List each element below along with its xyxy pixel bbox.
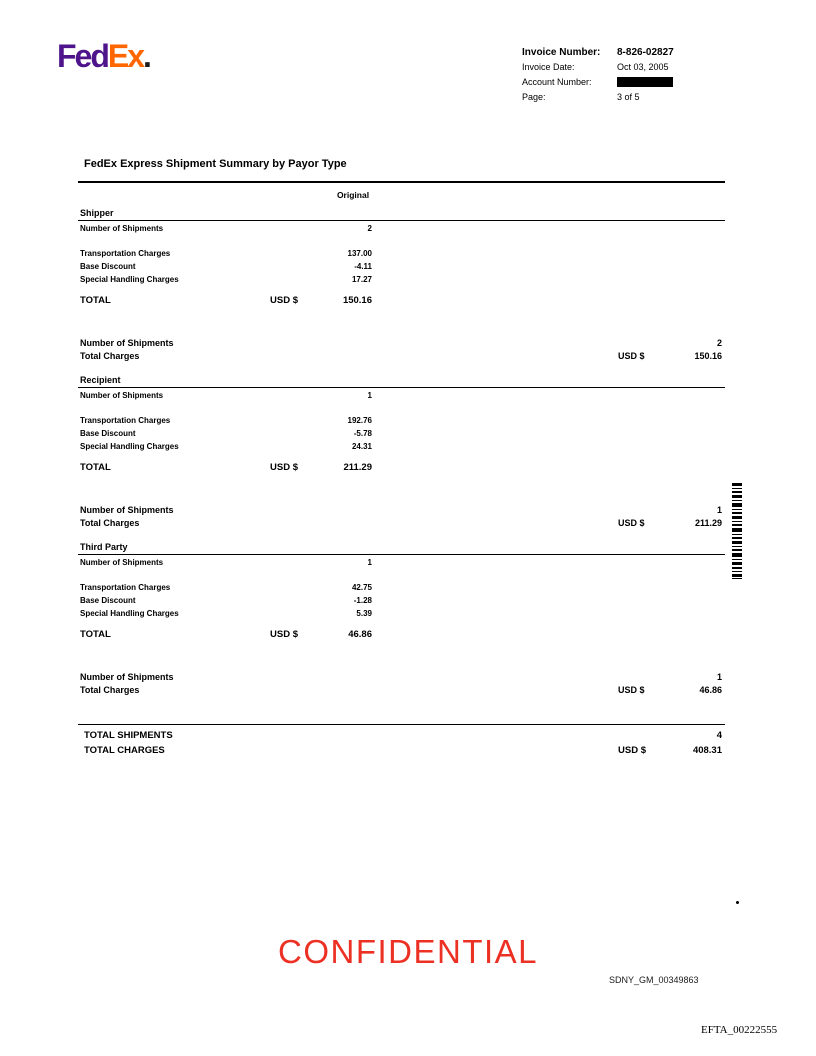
invoice-date-label: Invoice Date: [522, 62, 575, 72]
total-label: TOTAL [80, 462, 111, 473]
base-discount-row [78, 429, 725, 442]
section-total-row [78, 296, 725, 310]
total-charges-label: TOTAL CHARGES [84, 745, 165, 756]
invoice-date-value: Oct 03, 2005 [617, 62, 669, 72]
logo-fed-text: Fed [57, 38, 108, 74]
summary-charges-row [78, 685, 725, 698]
payor-section-recipient [78, 375, 725, 531]
total-charges-row [78, 746, 725, 761]
currency-label: USD $ [270, 629, 298, 640]
currency-label: USD $ [618, 518, 645, 528]
row-label: Special Handling Charges [80, 275, 179, 284]
production-number: EFTA_00222555 [701, 1024, 778, 1036]
base-discount-row [78, 262, 725, 275]
fedex-logo [57, 40, 152, 72]
total-shipments-label: TOTAL SHIPMENTS [84, 730, 173, 741]
section-title: Shipper [78, 208, 725, 221]
row-value: 150.16 [694, 351, 722, 361]
transportation-row [78, 249, 725, 262]
row-value: 2 [367, 224, 372, 233]
special-handling-row [78, 609, 725, 622]
invoice-number-value: 8-826-02827 [617, 47, 674, 58]
payor-section-third-party [78, 542, 725, 698]
row-label: Number of Shipments [80, 224, 164, 233]
section-title: Recipient [78, 375, 725, 388]
currency-label: USD $ [618, 351, 645, 361]
row-value: 2 [716, 338, 722, 348]
total-value: 211.29 [343, 462, 372, 473]
invoice-date-row [522, 62, 674, 77]
account-number-row [522, 77, 674, 92]
total-value: 46.86 [348, 629, 372, 640]
barcode [732, 483, 742, 579]
page-row [522, 92, 674, 107]
row-value: -5.78 [353, 429, 372, 438]
account-number-redaction-bar [617, 77, 673, 87]
page-label: Page: [522, 92, 546, 102]
stray-period-mark [736, 901, 739, 904]
row-label: Transportation Charges [80, 249, 171, 258]
logo-period: . [143, 38, 152, 74]
row-label: Number of Shipments [80, 391, 164, 400]
row-value: -4.11 [354, 262, 372, 271]
row-value: 192.76 [347, 416, 372, 425]
confidential-stamp: CONFIDENTIAL [277, 933, 539, 970]
row-value: 24.31 [351, 442, 372, 451]
special-handling-row [78, 275, 725, 288]
row-value: 137.00 [347, 249, 372, 258]
summary-charges-row [78, 351, 725, 364]
currency-label: USD $ [618, 685, 645, 695]
table-top-rule [78, 181, 725, 183]
invoice-info-block [522, 47, 674, 107]
row-value: 1 [367, 558, 372, 567]
currency-label: USD $ [618, 745, 646, 756]
summary-shipments-row [78, 672, 725, 685]
row-label: Transportation Charges [80, 583, 171, 592]
row-label: Transportation Charges [80, 416, 171, 425]
total-label: TOTAL [80, 295, 111, 306]
invoice-number-label: Invoice Number: [522, 47, 601, 58]
total-charges-value: 408.31 [692, 745, 722, 756]
row-label: Number of Shipments [80, 672, 174, 682]
row-label: Number of Shipments [80, 505, 174, 515]
row-value: -1.28 [353, 596, 372, 605]
column-header-row [78, 190, 725, 203]
base-discount-row [78, 596, 725, 609]
row-label: Number of Shipments [80, 558, 164, 567]
logo-ex-text: Ex [107, 38, 144, 74]
summary-shipments-row [78, 338, 725, 351]
shipments-row [78, 391, 725, 404]
row-value: 42.75 [351, 583, 372, 592]
row-value: 1 [367, 391, 372, 400]
section-title: Third Party [78, 542, 725, 555]
row-label: Base Discount [80, 596, 136, 605]
section-total-row [78, 463, 725, 477]
row-value: 1 [716, 672, 722, 682]
row-label: Total Charges [80, 518, 140, 528]
row-label: Number of Shipments [80, 338, 174, 348]
row-label: Special Handling Charges [80, 609, 179, 618]
row-value: 211.29 [694, 518, 722, 528]
currency-label: USD $ [270, 295, 298, 306]
shipments-row [78, 558, 725, 571]
row-value: 17.27 [351, 275, 372, 284]
account-number-label: Account Number: [522, 77, 592, 87]
row-label: Special Handling Charges [80, 442, 179, 451]
page-value: 3 of 5 [617, 92, 640, 102]
total-shipments-row [78, 731, 725, 746]
currency-label: USD $ [270, 462, 298, 473]
totals-divider-rule [78, 724, 725, 725]
column-header-original: Original [336, 190, 370, 200]
transportation-row [78, 416, 725, 429]
section-total-row [78, 630, 725, 644]
row-label: Base Discount [80, 429, 136, 438]
shipment-summary-table [78, 181, 725, 761]
row-label: Total Charges [80, 351, 140, 361]
row-value: 46.86 [699, 685, 722, 695]
summary-charges-row [78, 518, 725, 531]
special-handling-row [78, 442, 725, 455]
row-label: Base Discount [80, 262, 136, 271]
transportation-row [78, 583, 725, 596]
invoice-number-row [522, 47, 674, 62]
bates-number: SDNY_GM_00349863 [609, 975, 699, 985]
row-label: Total Charges [80, 685, 140, 695]
payor-section-shipper [78, 208, 725, 364]
row-value: 5.39 [356, 609, 372, 618]
shipments-row [78, 224, 725, 237]
row-value: 1 [716, 505, 722, 515]
total-shipments-value: 4 [716, 730, 722, 741]
page-title: FedEx Express Shipment Summary by Payor Type [84, 158, 347, 170]
total-value: 150.16 [342, 295, 372, 306]
total-label: TOTAL [80, 629, 111, 640]
summary-shipments-row [78, 505, 725, 518]
